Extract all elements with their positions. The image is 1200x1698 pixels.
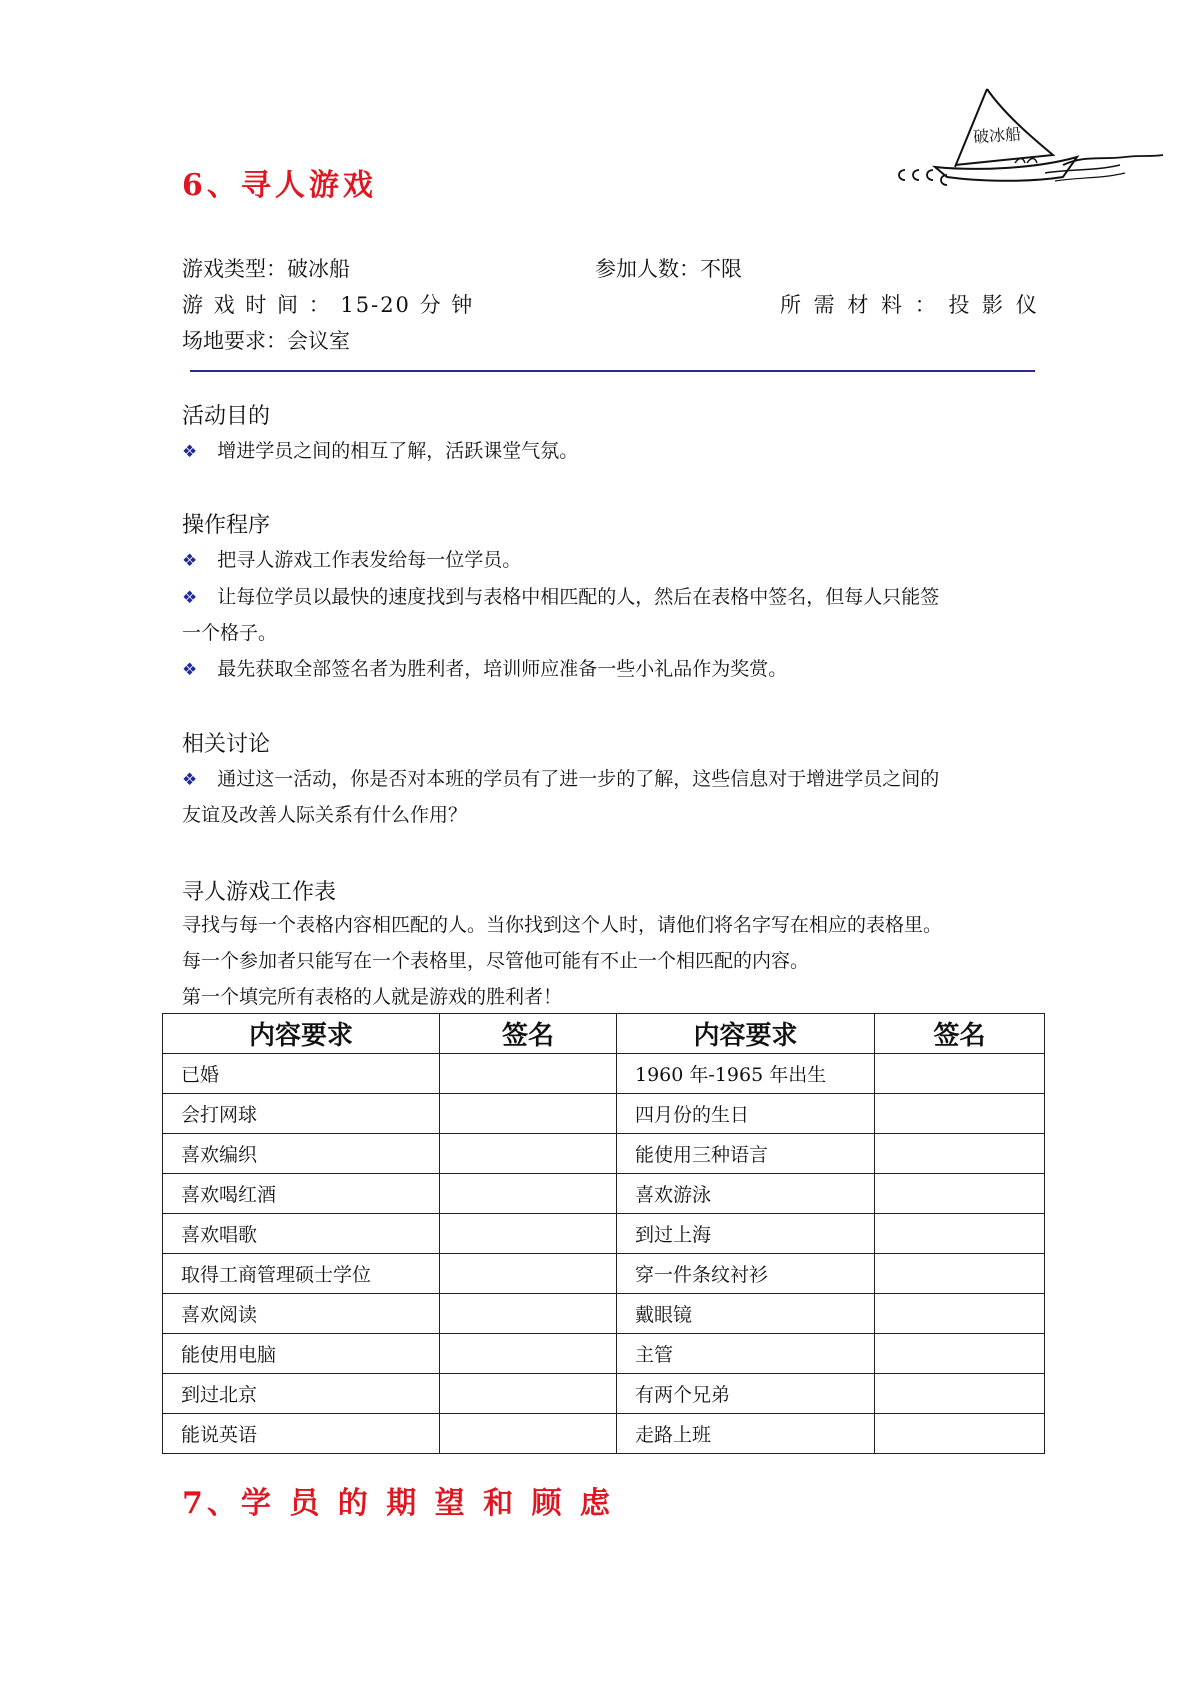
worksheet-table [162, 1013, 1045, 1454]
col-header-signature: 签名 [440, 1014, 617, 1054]
section-title: 6、寻人游戏 [182, 168, 377, 203]
requirement-cell: 到过上海 [617, 1214, 875, 1254]
venue: 场地要求：会议室 [182, 329, 350, 353]
discussion-text-continued: 友谊及改善人际关系有什么作用？ [182, 804, 468, 826]
requirement-cell: 到过北京 [163, 1374, 440, 1414]
procedure-item [182, 542, 521, 579]
requirement-cell: 戴眼镜 [617, 1294, 875, 1334]
table-row [163, 1374, 1045, 1414]
table-row [163, 1294, 1045, 1334]
requirement-cell: 主管 [617, 1334, 875, 1374]
table-row [163, 1214, 1045, 1254]
purpose-text: 增进学员之间的相互了解，活跃课堂气氛。 [217, 440, 579, 462]
worksheet-heading: 寻人游戏工作表 [182, 880, 337, 905]
table-row [163, 1094, 1045, 1134]
requirement-cell: 喜欢唱歌 [163, 1214, 440, 1254]
signature-cell[interactable] [440, 1094, 617, 1134]
signature-cell[interactable] [875, 1374, 1045, 1414]
procedure-list [182, 542, 1042, 692]
signature-cell[interactable] [875, 1134, 1045, 1174]
signature-cell[interactable] [440, 1334, 617, 1374]
diamond-bullet-icon: ❖ [182, 660, 198, 680]
col-header-requirement: 内容要求 [617, 1014, 875, 1054]
signature-cell[interactable] [440, 1174, 617, 1214]
diamond-bullet-icon: ❖ [182, 442, 198, 462]
worksheet-intro [182, 907, 1052, 1017]
requirement-cell: 能使用三种语言 [617, 1134, 875, 1174]
logo-text: 破冰船 [972, 124, 1022, 147]
table-header-row [163, 1014, 1045, 1054]
procedure-text: 让每位学员以最快的速度找到与表格中相匹配的人，然后在表格中签名，但每人只能签 [217, 586, 940, 608]
requirement-cell: 1960 年-1965 年出生 [617, 1054, 875, 1094]
procedure-item [182, 579, 939, 616]
signature-cell[interactable] [440, 1054, 617, 1094]
signature-cell[interactable] [875, 1174, 1045, 1214]
table-row [163, 1254, 1045, 1294]
requirement-cell: 会打网球 [163, 1094, 440, 1134]
requirement-cell: 喜欢阅读 [163, 1294, 440, 1334]
requirement-cell: 喜欢喝红酒 [163, 1174, 440, 1214]
requirement-cell: 走路上班 [617, 1414, 875, 1454]
discussion-item [182, 761, 1042, 841]
table-row [163, 1174, 1045, 1214]
game-time: 游 戏 时 间 ： 15-20 分 钟 [182, 293, 475, 317]
requirement-cell: 喜欢游泳 [617, 1174, 875, 1214]
signature-cell[interactable] [440, 1374, 617, 1414]
table-row [163, 1134, 1045, 1174]
signature-cell[interactable] [440, 1414, 617, 1454]
requirement-cell: 喜欢编织 [163, 1134, 440, 1174]
requirement-cell: 取得工商管理硕士学位 [163, 1254, 440, 1294]
purpose-heading: 活动目的 [182, 404, 271, 429]
table-row [163, 1414, 1045, 1454]
signature-cell[interactable] [875, 1294, 1045, 1334]
signature-cell[interactable] [440, 1214, 617, 1254]
table-row [163, 1054, 1045, 1094]
procedure-text: 把寻人游戏工作表发给每一位学员。 [217, 549, 522, 571]
intro-line: 第一个填完所有表格的人就是游戏的胜利者！ [182, 986, 563, 1008]
participants: 参加人数：不限 [595, 257, 742, 281]
requirement-cell: 穿一件条纹衬衫 [617, 1254, 875, 1294]
signature-cell[interactable] [875, 1214, 1045, 1254]
next-section-title: 7、学 员 的 期 望 和 顾 虑 [182, 1486, 614, 1521]
requirement-cell: 能使用电脑 [163, 1334, 440, 1374]
requirement-cell: 已婚 [163, 1054, 440, 1094]
game-type: 游戏类型：破冰船 [182, 257, 350, 281]
col-header-requirement: 内容要求 [163, 1014, 440, 1054]
procedure-heading: 操作程序 [182, 513, 271, 538]
sailboat-icon [895, 85, 1165, 205]
requirement-cell: 有两个兄弟 [617, 1374, 875, 1414]
intro-line: 每一个参加者只能写在一个表格里，尽管他可能有不止一个相匹配的内容。 [182, 950, 810, 972]
requirement-cell: 能说英语 [163, 1414, 440, 1454]
requirement-cell: 四月份的生日 [617, 1094, 875, 1134]
intro-line: 寻找与每一个表格内容相匹配的人。当你找到这个人时，请他们将名字写在相应的表格里。 [182, 914, 943, 936]
diamond-bullet-icon: ❖ [182, 551, 198, 571]
signature-cell[interactable] [875, 1054, 1045, 1094]
discussion-text: 通过这一活动，你是否对本班的学员有了进一步的了解，这些信息对于增进学员之间的 [217, 768, 940, 790]
diamond-bullet-icon: ❖ [182, 588, 198, 608]
signature-cell[interactable] [875, 1094, 1045, 1134]
procedure-text: 最先获取全部签名者为胜利者，培训师应准备一些小礼品作为奖赏。 [217, 658, 788, 680]
icebreaker-logo [895, 85, 1165, 205]
signature-cell[interactable] [875, 1414, 1045, 1454]
divider [190, 370, 1035, 372]
table-row [163, 1334, 1045, 1374]
diamond-bullet-icon: ❖ [182, 770, 198, 790]
signature-cell[interactable] [875, 1254, 1045, 1294]
procedure-item [182, 651, 787, 688]
signature-cell[interactable] [440, 1294, 617, 1334]
procedure-text-continued: 一个格子。 [182, 622, 278, 644]
signature-cell[interactable] [440, 1134, 617, 1174]
purpose-item [182, 433, 1042, 470]
signature-cell[interactable] [875, 1334, 1045, 1374]
signature-cell[interactable] [440, 1254, 617, 1294]
materials: 所 需 材 料 ： 投 影 仪 [780, 293, 1040, 317]
discussion-heading: 相关讨论 [182, 732, 271, 757]
col-header-signature: 签名 [875, 1014, 1045, 1054]
